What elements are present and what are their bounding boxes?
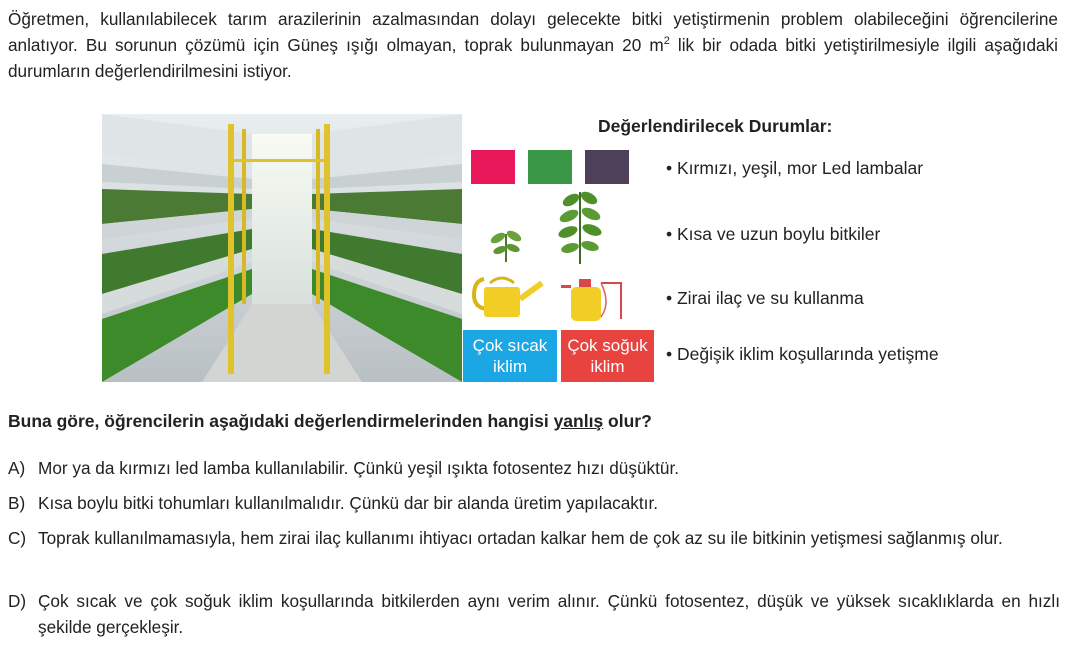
option-letter: B): [8, 493, 26, 513]
situation-pesticide-water: • Zirai ilaç ve su kullanma: [666, 288, 864, 308]
intro-superscript: 2: [663, 35, 670, 47]
question-underlined: yanlış: [553, 411, 604, 431]
intro-text-2: lik bir odada bitki yetiştirilmesiyle ilgili aşağıdaki durumların değerlendirilmesini istiyor.: [8, 35, 1058, 81]
situations-title: Değerlendirilecek Durumlar:: [598, 116, 833, 136]
option-letter: C): [8, 528, 27, 548]
option-text: Kısa boylu bitki tohumları kullanılmalıdır. Çünkü dar bir alanda üretim yapılacaktır.: [38, 493, 658, 513]
red-led-swatch: [471, 150, 515, 184]
tall-plant-icon: [557, 188, 603, 264]
question-after: olur?: [603, 411, 652, 431]
option-letter: D): [8, 591, 27, 611]
situation-led-lamps: • Kırmızı, yeşil, mor Led lambalar: [666, 158, 924, 178]
question-before: Buna göre, öğrencilerin aşağıdaki değerlendirmelerinden hangisi: [8, 411, 554, 431]
option-text: Toprak kullanılmamasıyla, hem zirai ilaç kullanımı ihtiyacı ortadan kalkar hem de çok az su ile bitkinin yetişmesi sağlanmış olur.: [38, 528, 1003, 548]
green-led-swatch: [528, 150, 572, 184]
option-b[interactable]: [8, 490, 1060, 516]
hot-climate-box: [463, 330, 557, 382]
hot-climate-line1: Çok sıcak: [472, 336, 548, 355]
hot-climate-line2: iklim: [493, 357, 527, 376]
situation-climate: • Değişik iklim koşullarında yetişme: [666, 344, 939, 364]
sprayer-icon: [557, 273, 633, 325]
cold-climate-box: [561, 330, 654, 382]
watering-can-icon: [470, 271, 548, 321]
option-text: Mor ya da kırmızı led lamba kullanılabilir. Çünkü yeşil ışıkta fotosentez hızı düşüktür.: [38, 458, 679, 478]
cold-climate-line2: iklim: [590, 357, 625, 376]
cold-climate-line1: Çok soğuk: [567, 336, 648, 355]
intro-text-1: Öğretmen, kullanılabilecek tarım arazilerinin azalmasından dolayı gelecekte bitki yetiştirmenin problem olabileceğini öğrencilerine anlatıyor. Bu sorunun çözümü için Güneş ışığı olmayan, toprak bulunmayan 20 m: [8, 9, 1058, 55]
option-text: Çok sıcak ve çok soğuk iklim koşullarında bitkilerden aynı verim alınır. Çünkü fotosentez, düşük ve yüksek sıcaklıklarda en hızlı şekilde gerçekleşir.: [38, 591, 1060, 637]
purple-led-swatch: [585, 150, 629, 184]
question-text: [8, 411, 652, 432]
short-plant-icon: [488, 220, 524, 262]
situation-plant-heights: • Kısa ve uzun boylu bitkiler: [666, 224, 881, 244]
option-a[interactable]: [8, 455, 1060, 481]
intro-paragraph: [8, 6, 1058, 84]
option-d[interactable]: [8, 588, 1060, 640]
option-letter: A): [8, 458, 26, 478]
option-c[interactable]: [8, 525, 1060, 551]
vertical-farm-photo: [102, 114, 462, 382]
